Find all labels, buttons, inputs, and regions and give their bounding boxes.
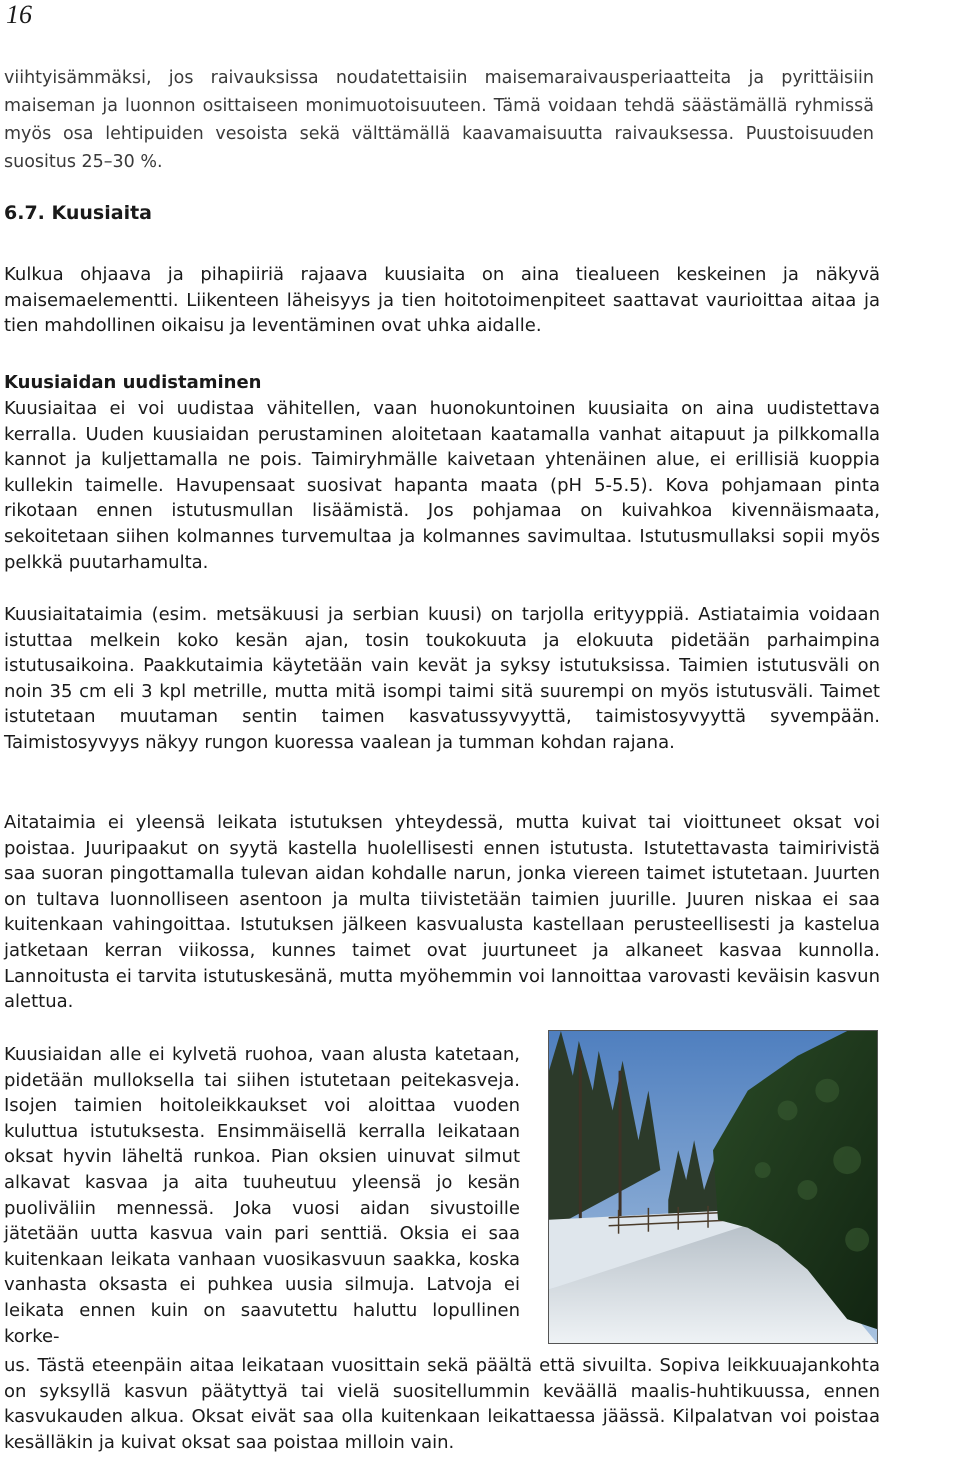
intro-paragraph: viihtyisämmäksi, jos raivauksissa noudatettaisiin maisemaraivausperiaatteita ja pyrittäisiin maiseman ja luonnon osittaiseen monimuotoisuuteen. Tämä voidaan tehdä säästämällä ryhmissä myös osa lehtipuiden vesoista sekä välttämällä kaavamaisuutta raivauksessa. Puustoisuuden suositus 25–30 %. <box>4 68 874 172</box>
subheading-hedge-renewal: Kuusiaidan uudistaminen <box>4 372 262 393</box>
paragraph-planting: Aitataimia ei yleensä leikata istutuksen yhteydessä, mutta kuivat tai vioittuneet oksat voi poistaa. Juuripaakut on syytä kastella huolellisesti ennen istutusta. Istutettavasta taimirivistä saa suoran pingottamalla tulevan aidan kohdalle narun, jonka viereen taimet istutetaan. Juurten on tultava luonnolliseen asentoon ja multa tiivistetään taimien juurille. Juuren niskaa ei saa kuitenkaan vahingoittaa. Istutuksen jälkeen kasvualusta kastellaan perusteellisesti ja kastelua jatketaan kerran viikossa, kunnes taimet ovat juurtuneet ja alkaneet kasvaa kunnolla. Lannoitusta ei tarvita istutuskesänä, mutta myöhemmin voi lannoittaa varovasti keväisin kasvun alettua. <box>4 812 880 1013</box>
section-heading: 6.7. Kuusiaita <box>4 202 152 224</box>
spruce-hedge-illustration <box>549 1031 877 1343</box>
paragraph-maintenance: Kuusiaidan alle ei kylvetä ruohoa, vaan alusta katetaan, pidetään mulloksella tai siihen istutetaan peitekasveja. Isojen taimien hoitoleikkaukset voi aloittaa vuoden kuluttua istutuksesta. Ensimmäisellä kerralla leikataan oksat hyvin läheltä runkoa. Pian oksien uinuvat silmut alkavat kasvaa ja aita tuuheutuu yleensä jo kesän puoliväliin mennessä. Joka vuosi aidan sivustoille jätetään uutta kasvua vain pari senttiä. Oksia ei saa kuitenkaan leikata vanhaan vuosikasvuun saakka, koska vanhasta oksasta ei puhkea uusia silmuja. Latvoja ei leikata ennen kuin on saavutettu haluttu lopullinen korke- <box>4 1044 520 1347</box>
spruce-hedge-photo <box>548 1030 878 1344</box>
paragraph-hedge-renewal: Kuusiaitaa ei voi uudistaa vähitellen, vaan huonokuntoinen kuusiaita on aina uudistettava kerralla. Uuden kuusiaidan perustaminen aloitetaan kaatamalla vanhat aitapuut ja pilkkomalla kannot ja kuljettamalla ne pois. Taimiryhmälle kaivetaan yhtenäinen alue, ei erillisiä kuoppia kullekin taimelle. Havupensaat suosivat hapanta maata (pH 5-5.5). Kova pohjamaan pinta rikotaan ennen istutusmullan lisäämistä. Jos pohjamaa on kuivahkoa kivennäismaata, sekoitetaan siihen kolmannes turvemultaa ja kolmannes savimultaa. Istutusmullaksi sopii myös pelkkä puutarhamulta. <box>4 398 880 573</box>
paragraph-hedge-overview: Kulkua ohjaava ja pihapiiriä rajaava kuusiaita on aina tiealueen keskeinen ja näkyvä maisemaelementti. Liikenteen läheisyys ja tien hoitotoimenpiteet saattavat vaurioittaa aitaa ja tien mahdollinen oikaisu ja leventäminen ovat uhka aidalle. <box>4 264 880 337</box>
paragraph-seedlings: Kuusiaitataimia (esim. metsäkuusi ja serbian kuusi) on tarjolla erityyppiä. Astiataimia voidaan istuttaa melkein koko kesän ajan, tosin toukokuuta ja elokuuta pidetään parhaimpina istutusaikoina. Paakkutaimia käytetään vain kevät ja syksy istutuksissa. Taimien istutusväli on noin 35 cm eli 3 kpl metrille, mutta mitä isompi taimi sitä suurempi on myös istutusväli. Taimet istutetaan muutaman sentin taimen kasvatussyvyyttä, taimistosyvyyttä syvempään. Taimistosyvyys näkyy rungon kuoressa vaalean ja tumman kohdan rajana. <box>4 604 880 753</box>
page-number: 16 <box>6 0 32 29</box>
paragraph-pruning: us. Tästä eteenpäin aitaa leikataan vuosittain sekä päältä että sivuilta. Sopiva leikkuuajankohta on syksyllä kasvun päätyttyä tai vielä suositellummin keväällä maalis-huhtikuussa, ennen kasvukauden alkua. Oksat eivät saa olla kuitenkaan leikattaessa jäässä. Kilpalatvan voi poistaa kesälläkin ja kuivat oksat saa poistaa milloin vain. <box>4 1355 880 1453</box>
